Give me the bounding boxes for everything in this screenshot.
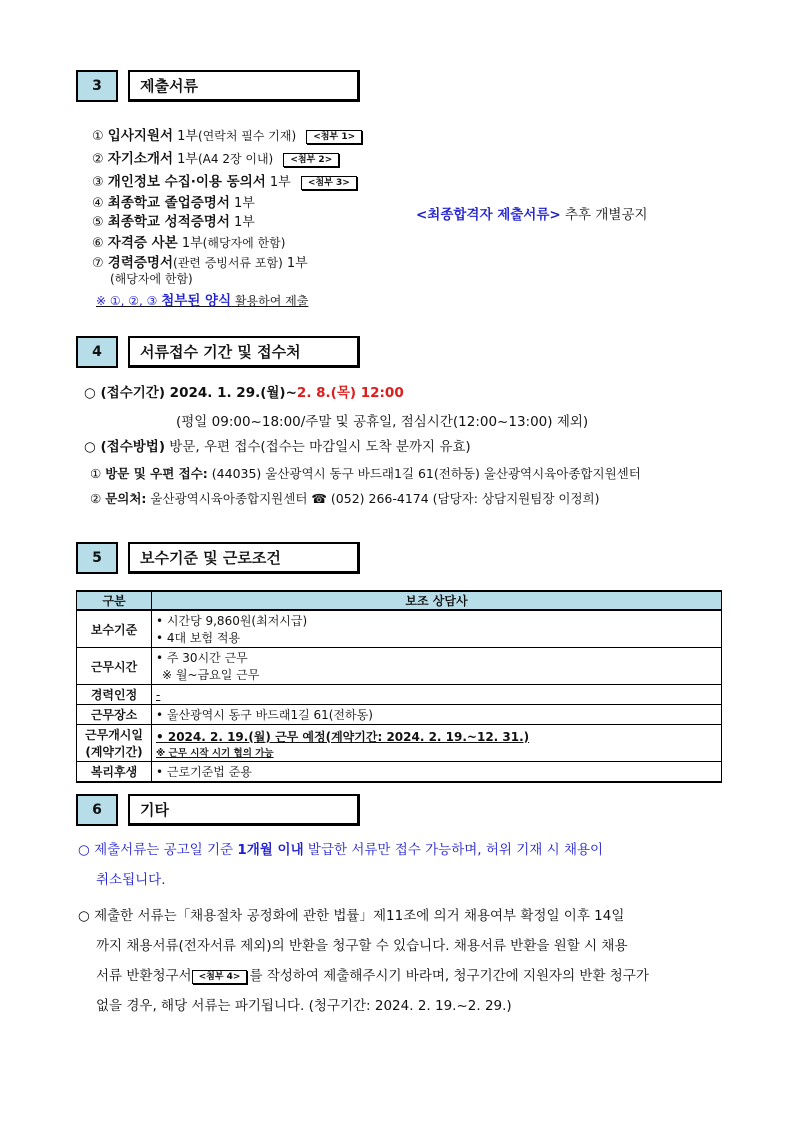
- list-item: [92, 251, 308, 271]
- row-label: [77, 725, 152, 762]
- value-note: ※ 근무 시작 시기 협의 가능: [156, 747, 274, 759]
- attachment-tag: <첨부 1>: [306, 130, 362, 144]
- row-value: [152, 685, 722, 705]
- item-count: 1부: [229, 196, 255, 211]
- item-name: 입사지원서: [107, 128, 174, 144]
- item-number: ⑥: [92, 236, 104, 251]
- row-label: 근무시간: [77, 648, 152, 685]
- item-number: ③: [92, 175, 104, 190]
- item-count: 1부: [173, 129, 198, 144]
- address-line: [90, 464, 641, 482]
- attachment-tag: <첨부 2>: [283, 153, 339, 167]
- period-deadline: 2. 8.(목) 12:00: [296, 385, 404, 401]
- section-4-number: 4: [76, 336, 118, 368]
- item-name: 경력증명서: [107, 255, 174, 271]
- row-value: [152, 725, 722, 762]
- value-line: • 2024. 2. 19.(월) 근무 예정(계약기간: 2024. 2. 19.~12. 31.): [156, 729, 530, 744]
- column-header: 보조 상담사: [152, 591, 722, 610]
- footnote-suffix: 활용하여 제출: [234, 294, 309, 308]
- list-item: [92, 210, 255, 230]
- section-6-title: 기타: [128, 794, 360, 826]
- contact-line: [90, 489, 599, 507]
- text-span: 를 작성하여 제출해주시기 바라며, 청구기간에 지원자의 반환 청구가: [249, 968, 649, 984]
- item-name: 자기소개서: [107, 151, 174, 167]
- contact-number: ②: [90, 491, 102, 506]
- item-number: ⑦: [92, 256, 104, 271]
- item-count: 1부: [282, 256, 308, 271]
- column-header: 구분: [77, 591, 152, 610]
- text-span: 발급한 서류만 접수 가능하며, 허위 기재 시 채용이: [303, 842, 604, 858]
- footnote-prefix: ※ ①, ②, ③: [96, 294, 158, 308]
- section-4-title: 서류접수 기간 및 접수처: [128, 336, 360, 368]
- list-item: [92, 170, 357, 190]
- notice-paragraph-2: [78, 901, 723, 1021]
- section-5-number: 5: [76, 542, 118, 574]
- table-row: [77, 648, 722, 685]
- text-span: ○ 제출서류는 공고일 기준: [78, 842, 238, 858]
- item-count: 1부: [265, 175, 291, 190]
- value-line: -: [156, 687, 161, 702]
- paragraph-line: 취소됩니다.: [96, 872, 166, 888]
- period-note: (평일 09:00~18:00/주말 및 공휴일, 점심시간(12:00~13:00) 제외): [176, 414, 589, 430]
- row-label: 경력인정: [77, 685, 152, 705]
- item-number: ②: [92, 152, 104, 167]
- attachment-footnote: [96, 289, 308, 309]
- final-docs-text: 추후 개별공지: [565, 207, 648, 223]
- value-line: • 4대 보험 적용: [156, 631, 241, 645]
- list-item: [92, 191, 255, 211]
- table-row: [77, 762, 722, 783]
- attachment-tag: <첨부 3>: [301, 176, 357, 190]
- footnote-link: 첨부된 양식: [161, 293, 232, 309]
- attachment-tag: <첨부 4>: [192, 970, 248, 984]
- table-row: [77, 685, 722, 705]
- list-item: [92, 124, 362, 144]
- address-number: ①: [90, 466, 102, 481]
- item-count: 1부: [229, 215, 255, 230]
- label-line: (계약기간): [85, 745, 143, 759]
- table-row: [77, 705, 722, 725]
- row-value: • 근로기준법 준용: [152, 762, 722, 783]
- conditions-table: [76, 590, 722, 783]
- paragraph-line: 없을 경우, 해당 서류는 파기됩니다. (청구기간: 2024. 2. 19.~2. 29.): [96, 998, 512, 1014]
- item-name: 개인정보 수집·이용 동의서: [107, 174, 266, 190]
- period-line: [84, 381, 404, 401]
- contact-label: 문의처:: [105, 491, 147, 506]
- paragraph-line: [78, 961, 723, 991]
- item-name: 최종학교 성적증명서: [107, 214, 230, 230]
- final-docs-note: [416, 203, 648, 223]
- label-line: 근무개시일: [85, 728, 143, 742]
- item-note: (관련 증빙서류 포함): [173, 256, 283, 270]
- method-line: [84, 435, 471, 455]
- value-note: ※ 월~금요일 근무: [162, 668, 260, 682]
- item-count: 1부: [177, 236, 203, 251]
- notice-paragraph-1: [78, 835, 723, 895]
- row-label: 근무장소: [77, 705, 152, 725]
- item-name: 자격증 사본: [107, 235, 178, 251]
- paragraph-line: [78, 835, 723, 865]
- row-value: [152, 610, 722, 648]
- item-number: ④: [92, 196, 104, 211]
- paragraph-line: ○ 제출한 서류는「채용절차 공정화에 관한 법률」제11조에 의거 채용여부 확정일 이후 14일: [78, 908, 625, 924]
- section-5-title: 보수기준 및 근로조건: [128, 542, 360, 574]
- address-label: 방문 및 우편 접수:: [105, 466, 208, 481]
- item-count: 1부: [173, 152, 198, 167]
- item-number: ⑤: [92, 215, 104, 230]
- paragraph-line: 까지 채용서류(전자서류 제외)의 반환을 청구할 수 있습니다. 채용서류 반환을 원할 시 채용: [96, 938, 628, 954]
- item-number: ①: [92, 129, 104, 144]
- item-note: (연락처 필수 기재): [197, 129, 297, 143]
- row-label: 보수기준: [77, 610, 152, 648]
- address-text: (44035) 울산광역시 동구 바드래1길 61(전하동) 울산광역시육아종합지원센터: [211, 466, 641, 481]
- emphasis: 1개월 이내: [237, 842, 304, 858]
- item-continuation: (해당자에 한함): [110, 272, 193, 286]
- row-label: 복리후생: [77, 762, 152, 783]
- section-6-number: 6: [76, 794, 118, 826]
- table-row: [77, 725, 722, 762]
- item-name: 최종학교 졸업증명서: [107, 195, 230, 211]
- row-value: • 울산광역시 동구 바드래1길 61(전하동): [152, 705, 722, 725]
- table-header-row: [77, 591, 722, 610]
- list-item: [92, 147, 339, 167]
- list-item: [92, 231, 285, 251]
- item-note: (A4 2장 이내): [197, 152, 274, 166]
- method-label: ○ (접수방법): [84, 439, 165, 455]
- item-note: (해당자에 한함): [202, 236, 286, 250]
- period-label: ○ (접수기간) 2024. 1. 29.(월)~: [84, 385, 297, 401]
- value-line: • 주 30시간 근무: [156, 651, 248, 665]
- section-3-title: 제출서류: [128, 70, 360, 102]
- final-docs-label: <최종합격자 제출서류>: [416, 207, 561, 223]
- value-line: • 시간당 9,860원(최저시급): [156, 614, 308, 628]
- method-text: 방문, 우편 접수(접수는 마감일시 도착 분까지 유효): [169, 439, 471, 455]
- table-row: [77, 610, 722, 648]
- section-3-number: 3: [76, 70, 118, 102]
- text-span: 서류 반환청구서: [96, 968, 192, 984]
- contact-text: 울산광역시육아종합지원센터 ☎ (052) 266-4174 (담당자: 상담지원팀장 이정희): [150, 491, 600, 506]
- row-value: [152, 648, 722, 685]
